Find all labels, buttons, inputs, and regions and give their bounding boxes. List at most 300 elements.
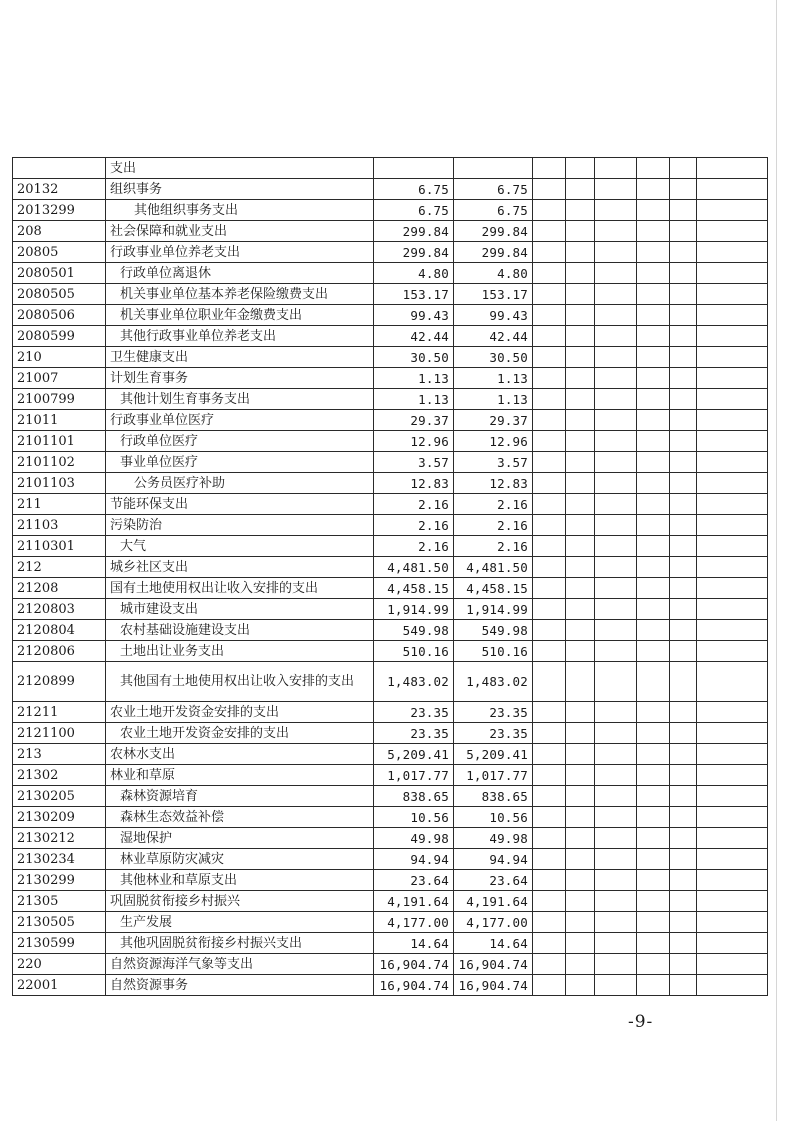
empty-cell <box>566 828 595 849</box>
function-code-cell: 2120804 <box>13 620 106 641</box>
total-amount-cell: 4,481.50 <box>374 557 454 578</box>
empty-cell <box>595 347 637 368</box>
empty-cell <box>670 723 697 744</box>
empty-cell <box>566 933 595 954</box>
total-amount-cell: 1.13 <box>374 389 454 410</box>
empty-cell <box>670 452 697 473</box>
empty-cell <box>566 284 595 305</box>
total-amount-cell: 94.94 <box>374 849 454 870</box>
total-amount-cell: 4.80 <box>374 263 454 284</box>
function-code-cell: 21208 <box>13 578 106 599</box>
general-budget-amount-cell: 510.16 <box>454 641 533 662</box>
general-budget-amount-cell: 29.37 <box>454 410 533 431</box>
general-budget-amount-cell <box>454 158 533 179</box>
general-budget-amount-cell: 23.64 <box>454 870 533 891</box>
total-amount-cell: 4,458.15 <box>374 578 454 599</box>
empty-cell <box>595 242 637 263</box>
function-code-cell: 21007 <box>13 368 106 389</box>
empty-cell <box>566 473 595 494</box>
total-amount-cell: 6.75 <box>374 200 454 221</box>
table-row <box>13 933 768 954</box>
general-budget-amount-cell: 94.94 <box>454 849 533 870</box>
general-budget-amount-cell: 12.96 <box>454 431 533 452</box>
item-name-cell: 其他国有土地使用权出让收入安排的支出 <box>106 662 374 702</box>
empty-cell <box>566 891 595 912</box>
table-row <box>13 536 768 557</box>
empty-cell <box>533 431 566 452</box>
empty-cell <box>697 242 768 263</box>
function-code-cell: 2130234 <box>13 849 106 870</box>
empty-cell <box>637 786 670 807</box>
empty-cell <box>533 641 566 662</box>
empty-cell <box>595 599 637 620</box>
general-budget-amount-cell: 1,914.99 <box>454 599 533 620</box>
total-amount-cell: 153.17 <box>374 284 454 305</box>
table-row <box>13 849 768 870</box>
empty-cell <box>595 200 637 221</box>
total-amount-cell: 12.83 <box>374 473 454 494</box>
empty-cell <box>670 891 697 912</box>
total-amount-cell: 549.98 <box>374 620 454 641</box>
empty-cell <box>595 723 637 744</box>
function-code-cell: 21011 <box>13 410 106 431</box>
empty-cell <box>533 242 566 263</box>
item-name-cell: 国有土地使用权出让收入安排的支出 <box>106 578 374 599</box>
item-name-cell: 城乡社区支出 <box>106 557 374 578</box>
empty-cell <box>670 284 697 305</box>
empty-cell <box>670 557 697 578</box>
empty-cell <box>533 536 566 557</box>
item-name-cell: 行政单位离退休 <box>106 263 374 284</box>
empty-cell <box>697 179 768 200</box>
empty-cell <box>533 870 566 891</box>
empty-cell <box>670 536 697 557</box>
total-amount-cell: 4,177.00 <box>374 912 454 933</box>
empty-cell <box>637 891 670 912</box>
table-row <box>13 557 768 578</box>
empty-cell <box>566 620 595 641</box>
empty-cell <box>697 368 768 389</box>
empty-cell <box>566 494 595 515</box>
table-row <box>13 912 768 933</box>
function-code-cell: 2080506 <box>13 305 106 326</box>
empty-cell <box>697 786 768 807</box>
function-code-cell: 2130205 <box>13 786 106 807</box>
total-amount-cell: 14.64 <box>374 933 454 954</box>
empty-cell <box>637 975 670 996</box>
empty-cell <box>637 431 670 452</box>
empty-cell <box>533 744 566 765</box>
empty-cell <box>697 702 768 723</box>
empty-cell <box>637 702 670 723</box>
empty-cell <box>637 765 670 786</box>
table-row <box>13 179 768 200</box>
empty-cell <box>670 807 697 828</box>
empty-cell <box>595 870 637 891</box>
empty-cell <box>670 599 697 620</box>
function-code-cell: 2101103 <box>13 473 106 494</box>
table-row <box>13 891 768 912</box>
empty-cell <box>637 536 670 557</box>
general-budget-amount-cell: 23.35 <box>454 702 533 723</box>
item-name-cell: 事业单位医疗 <box>106 452 374 473</box>
empty-cell <box>566 723 595 744</box>
item-name-cell: 社会保障和就业支出 <box>106 221 374 242</box>
empty-cell <box>595 284 637 305</box>
item-name-cell: 其他巩固脱贫衔接乡村振兴支出 <box>106 933 374 954</box>
empty-cell <box>670 870 697 891</box>
empty-cell <box>566 389 595 410</box>
empty-cell <box>595 662 637 702</box>
function-code-cell <box>13 158 106 179</box>
empty-cell <box>595 786 637 807</box>
total-amount-cell: 16,904.74 <box>374 954 454 975</box>
empty-cell <box>595 744 637 765</box>
empty-cell <box>637 158 670 179</box>
empty-cell <box>670 368 697 389</box>
empty-cell <box>637 494 670 515</box>
total-amount-cell: 3.57 <box>374 452 454 473</box>
empty-cell <box>670 305 697 326</box>
item-name-cell: 农业土地开发资金安排的支出 <box>106 723 374 744</box>
empty-cell <box>697 891 768 912</box>
item-name-cell: 节能环保支出 <box>106 494 374 515</box>
function-code-cell: 208 <box>13 221 106 242</box>
empty-cell <box>637 221 670 242</box>
empty-cell <box>637 242 670 263</box>
empty-cell <box>670 242 697 263</box>
table-row <box>13 494 768 515</box>
general-budget-amount-cell: 30.50 <box>454 347 533 368</box>
function-code-cell: 212 <box>13 557 106 578</box>
empty-cell <box>637 410 670 431</box>
total-amount-cell: 99.43 <box>374 305 454 326</box>
empty-cell <box>566 599 595 620</box>
empty-cell <box>566 305 595 326</box>
empty-cell <box>595 912 637 933</box>
empty-cell <box>566 158 595 179</box>
empty-cell <box>637 954 670 975</box>
empty-cell <box>595 263 637 284</box>
table-row <box>13 723 768 744</box>
empty-cell <box>670 620 697 641</box>
table-row <box>13 515 768 536</box>
function-code-cell: 2101101 <box>13 431 106 452</box>
table-row <box>13 620 768 641</box>
empty-cell <box>637 200 670 221</box>
empty-cell <box>670 975 697 996</box>
function-code-cell: 213 <box>13 744 106 765</box>
empty-cell <box>566 263 595 284</box>
empty-cell <box>595 368 637 389</box>
general-budget-amount-cell: 23.35 <box>454 723 533 744</box>
empty-cell <box>670 473 697 494</box>
general-budget-amount-cell: 1,017.77 <box>454 765 533 786</box>
empty-cell <box>533 158 566 179</box>
empty-cell <box>566 200 595 221</box>
item-name-cell: 机关事业单位职业年金缴费支出 <box>106 305 374 326</box>
empty-cell <box>533 933 566 954</box>
total-amount-cell: 6.75 <box>374 179 454 200</box>
empty-cell <box>637 807 670 828</box>
general-budget-amount-cell: 49.98 <box>454 828 533 849</box>
empty-cell <box>566 410 595 431</box>
general-budget-amount-cell: 4.80 <box>454 263 533 284</box>
total-amount-cell: 2.16 <box>374 536 454 557</box>
general-budget-amount-cell: 1.13 <box>454 368 533 389</box>
empty-cell <box>670 912 697 933</box>
table-row <box>13 200 768 221</box>
empty-cell <box>637 263 670 284</box>
empty-cell <box>533 557 566 578</box>
function-code-cell: 21211 <box>13 702 106 723</box>
table-row <box>13 242 768 263</box>
empty-cell <box>670 263 697 284</box>
function-code-cell: 2130212 <box>13 828 106 849</box>
empty-cell <box>533 368 566 389</box>
empty-cell <box>595 641 637 662</box>
empty-cell <box>670 828 697 849</box>
empty-cell <box>670 765 697 786</box>
empty-cell <box>697 662 768 702</box>
empty-cell <box>637 599 670 620</box>
empty-cell <box>533 891 566 912</box>
item-name-cell: 大气 <box>106 536 374 557</box>
empty-cell <box>533 305 566 326</box>
empty-cell <box>533 828 566 849</box>
empty-cell <box>533 263 566 284</box>
table-row <box>13 807 768 828</box>
empty-cell <box>533 200 566 221</box>
table-row <box>13 765 768 786</box>
empty-cell <box>670 179 697 200</box>
table-row <box>13 326 768 347</box>
empty-cell <box>670 849 697 870</box>
empty-cell <box>566 641 595 662</box>
empty-cell <box>637 326 670 347</box>
empty-cell <box>637 870 670 891</box>
empty-cell <box>670 641 697 662</box>
function-code-cell: 2121100 <box>13 723 106 744</box>
empty-cell <box>533 473 566 494</box>
empty-cell <box>637 368 670 389</box>
empty-cell <box>533 662 566 702</box>
empty-cell <box>697 744 768 765</box>
total-amount-cell: 16,904.74 <box>374 975 454 996</box>
empty-cell <box>595 557 637 578</box>
empty-cell <box>670 431 697 452</box>
empty-cell <box>595 954 637 975</box>
empty-cell <box>670 954 697 975</box>
table-row <box>13 828 768 849</box>
empty-cell <box>697 807 768 828</box>
empty-cell <box>670 221 697 242</box>
item-name-cell: 其他林业和草原支出 <box>106 870 374 891</box>
item-name-cell: 自然资源事务 <box>106 975 374 996</box>
total-amount-cell: 12.96 <box>374 431 454 452</box>
empty-cell <box>697 473 768 494</box>
empty-cell <box>566 326 595 347</box>
empty-cell <box>637 662 670 702</box>
general-budget-amount-cell: 42.44 <box>454 326 533 347</box>
general-budget-amount-cell: 16,904.74 <box>454 975 533 996</box>
function-code-cell: 2130299 <box>13 870 106 891</box>
empty-cell <box>595 389 637 410</box>
empty-cell <box>697 410 768 431</box>
empty-cell <box>595 515 637 536</box>
function-code-cell: 2101102 <box>13 452 106 473</box>
empty-cell <box>533 284 566 305</box>
general-budget-amount-cell: 299.84 <box>454 242 533 263</box>
empty-cell <box>637 849 670 870</box>
table-row <box>13 473 768 494</box>
general-budget-amount-cell: 6.75 <box>454 200 533 221</box>
empty-cell <box>595 702 637 723</box>
item-name-cell: 农业土地开发资金安排的支出 <box>106 702 374 723</box>
item-name-cell: 行政事业单位医疗 <box>106 410 374 431</box>
empty-cell <box>566 431 595 452</box>
function-code-cell: 2120806 <box>13 641 106 662</box>
empty-cell <box>566 870 595 891</box>
empty-cell <box>637 452 670 473</box>
empty-cell <box>670 158 697 179</box>
general-budget-amount-cell: 10.56 <box>454 807 533 828</box>
empty-cell <box>637 347 670 368</box>
total-amount-cell: 1,914.99 <box>374 599 454 620</box>
empty-cell <box>566 786 595 807</box>
total-amount-cell: 1,017.77 <box>374 765 454 786</box>
function-code-cell: 20132 <box>13 179 106 200</box>
empty-cell <box>533 179 566 200</box>
empty-cell <box>637 389 670 410</box>
page-edge-line <box>776 0 777 1121</box>
function-code-cell: 2013299 <box>13 200 106 221</box>
empty-cell <box>595 975 637 996</box>
empty-cell <box>670 662 697 702</box>
empty-cell <box>697 200 768 221</box>
item-name-cell: 机关事业单位基本养老保险缴费支出 <box>106 284 374 305</box>
empty-cell <box>697 723 768 744</box>
empty-cell <box>566 452 595 473</box>
empty-cell <box>595 807 637 828</box>
empty-cell <box>595 765 637 786</box>
general-budget-amount-cell: 2.16 <box>454 515 533 536</box>
empty-cell <box>533 807 566 828</box>
table-row <box>13 702 768 723</box>
item-name-cell: 农村基础设施建设支出 <box>106 620 374 641</box>
function-code-cell: 2100799 <box>13 389 106 410</box>
function-code-cell: 2120899 <box>13 662 106 702</box>
table-row <box>13 452 768 473</box>
table-row <box>13 578 768 599</box>
item-name-cell: 其他组织事务支出 <box>106 200 374 221</box>
empty-cell <box>595 158 637 179</box>
empty-cell <box>697 158 768 179</box>
empty-cell <box>637 557 670 578</box>
budget-expenditure-table <box>12 157 768 996</box>
empty-cell <box>637 933 670 954</box>
empty-cell <box>566 702 595 723</box>
general-budget-amount-cell: 4,458.15 <box>454 578 533 599</box>
empty-cell <box>697 305 768 326</box>
empty-cell <box>697 494 768 515</box>
empty-cell <box>533 599 566 620</box>
item-name-cell: 巩固脱贫衔接乡村振兴 <box>106 891 374 912</box>
table-row <box>13 641 768 662</box>
general-budget-amount-cell: 14.64 <box>454 933 533 954</box>
total-amount-cell: 510.16 <box>374 641 454 662</box>
empty-cell <box>595 536 637 557</box>
total-amount-cell: 4,191.64 <box>374 891 454 912</box>
empty-cell <box>566 368 595 389</box>
empty-cell <box>533 702 566 723</box>
empty-cell <box>566 765 595 786</box>
function-code-cell: 2080599 <box>13 326 106 347</box>
empty-cell <box>670 200 697 221</box>
empty-cell <box>533 723 566 744</box>
function-code-cell: 21103 <box>13 515 106 536</box>
total-amount-cell: 23.64 <box>374 870 454 891</box>
empty-cell <box>670 702 697 723</box>
empty-cell <box>637 473 670 494</box>
empty-cell <box>670 515 697 536</box>
empty-cell <box>697 431 768 452</box>
empty-cell <box>697 557 768 578</box>
item-name-cell: 污染防治 <box>106 515 374 536</box>
empty-cell <box>637 578 670 599</box>
empty-cell <box>533 494 566 515</box>
item-name-cell: 行政单位医疗 <box>106 431 374 452</box>
empty-cell <box>637 828 670 849</box>
empty-cell <box>697 641 768 662</box>
general-budget-amount-cell: 4,481.50 <box>454 557 533 578</box>
total-amount-cell: 838.65 <box>374 786 454 807</box>
item-name-cell: 支出 <box>106 158 374 179</box>
empty-cell <box>566 515 595 536</box>
item-name-cell: 生产发展 <box>106 912 374 933</box>
table-row <box>13 975 768 996</box>
empty-cell <box>697 912 768 933</box>
item-name-cell: 其他行政事业单位养老支出 <box>106 326 374 347</box>
total-amount-cell: 30.50 <box>374 347 454 368</box>
table-row <box>13 158 768 179</box>
table-row <box>13 599 768 620</box>
item-name-cell: 卫生健康支出 <box>106 347 374 368</box>
item-name-cell: 组织事务 <box>106 179 374 200</box>
empty-cell <box>697 263 768 284</box>
function-code-cell: 220 <box>13 954 106 975</box>
total-amount-cell: 23.35 <box>374 723 454 744</box>
empty-cell <box>697 347 768 368</box>
empty-cell <box>670 933 697 954</box>
item-name-cell: 林业草原防灾减灾 <box>106 849 374 870</box>
empty-cell <box>566 975 595 996</box>
empty-cell <box>533 221 566 242</box>
empty-cell <box>637 912 670 933</box>
general-budget-amount-cell: 6.75 <box>454 179 533 200</box>
table-row <box>13 263 768 284</box>
empty-cell <box>566 954 595 975</box>
empty-cell <box>670 347 697 368</box>
total-amount-cell: 49.98 <box>374 828 454 849</box>
item-name-cell: 公务员医疗补助 <box>106 473 374 494</box>
empty-cell <box>697 515 768 536</box>
function-code-cell: 2120803 <box>13 599 106 620</box>
empty-cell <box>697 933 768 954</box>
empty-cell <box>595 179 637 200</box>
empty-cell <box>670 326 697 347</box>
page-number: -9- <box>628 1012 654 1032</box>
